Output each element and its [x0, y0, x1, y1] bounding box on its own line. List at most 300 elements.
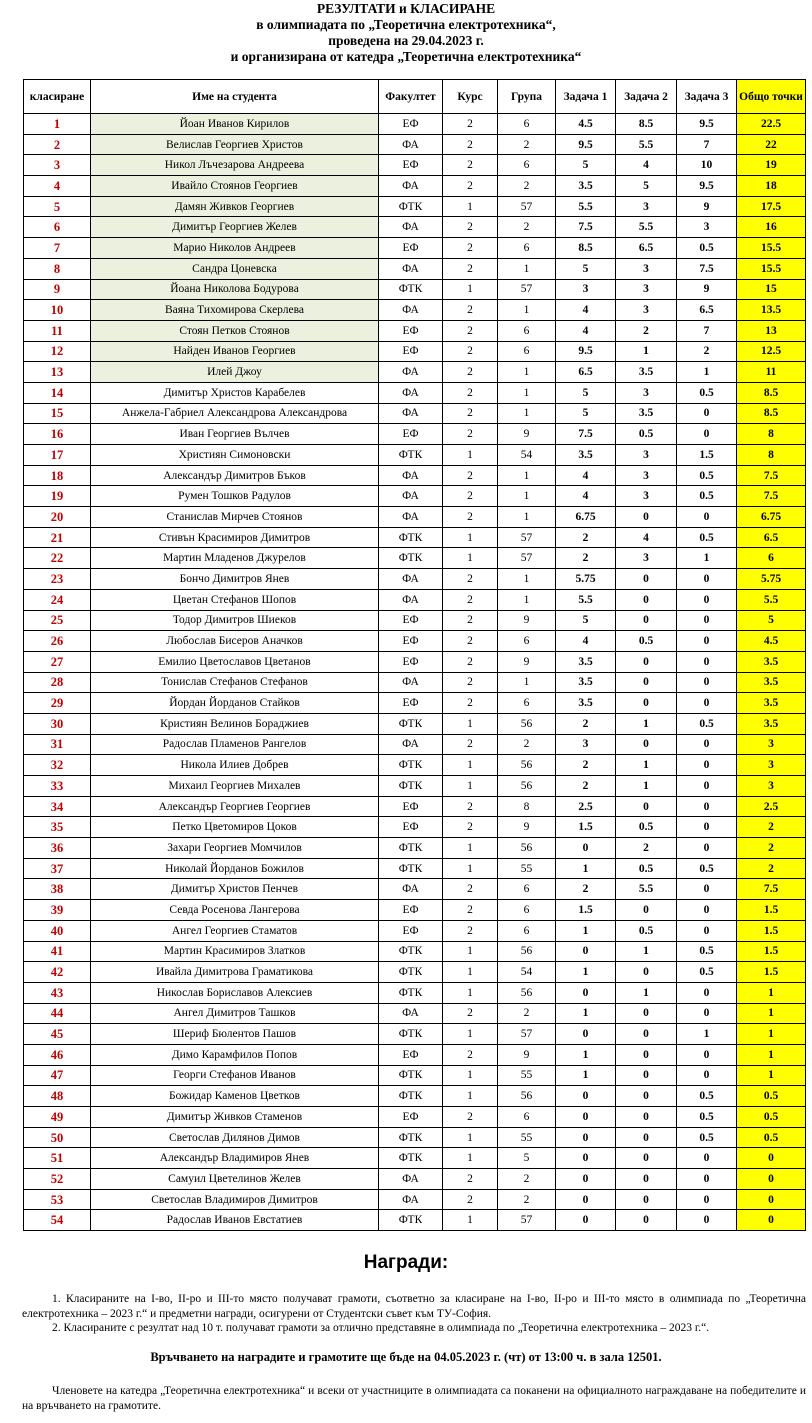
group-cell: 6 — [498, 920, 556, 941]
task3-cell: 0 — [677, 1148, 737, 1169]
name-cell: Александър Димитров Бъков — [91, 465, 379, 486]
task2-cell: 2 — [616, 320, 677, 341]
faculty-cell: ФТК — [379, 1024, 443, 1045]
task3-cell: 0.5 — [677, 1107, 737, 1128]
header-title: РЕЗУЛТАТИ и КЛАСИРАНЕ — [316, 1, 496, 16]
rank-cell: 10 — [24, 300, 91, 321]
group-cell: 5 — [498, 1148, 556, 1169]
task3-cell: 0 — [677, 1189, 737, 1210]
group-cell: 2 — [498, 134, 556, 155]
name-cell: Сандра Цоневска — [91, 258, 379, 279]
table-row — [24, 569, 806, 590]
table-row — [24, 196, 806, 217]
course-cell: 1 — [443, 982, 498, 1003]
task2-cell: 1 — [616, 713, 677, 734]
task1-cell: 1.5 — [556, 817, 616, 838]
total-cell: 6.75 — [737, 507, 806, 528]
name-cell: Никола Илиев Добрев — [91, 755, 379, 776]
course-cell: 2 — [443, 424, 498, 445]
task3-cell: 0.5 — [677, 382, 737, 403]
course-cell: 2 — [443, 589, 498, 610]
name-cell: Стивън Красимиров Димитров — [91, 527, 379, 548]
table-row — [24, 858, 806, 879]
task2-cell: 0 — [616, 1189, 677, 1210]
total-cell: 7.5 — [737, 879, 806, 900]
rank-cell: 53 — [24, 1189, 91, 1210]
task1-cell: 1 — [556, 858, 616, 879]
task3-cell: 9.5 — [677, 114, 737, 135]
rank-cell: 28 — [24, 672, 91, 693]
total-cell: 6 — [737, 548, 806, 569]
total-cell: 2 — [737, 858, 806, 879]
header-organizer: и организирана от катедра „Теоретична електротехника“ — [230, 49, 582, 64]
table-row — [24, 362, 806, 383]
rank-cell: 45 — [24, 1024, 91, 1045]
task1-cell: 3 — [556, 279, 616, 300]
table-row — [24, 1210, 806, 1231]
group-cell: 56 — [498, 838, 556, 859]
rank-cell: 9 — [24, 279, 91, 300]
course-cell: 1 — [443, 755, 498, 776]
task1-cell: 5 — [556, 610, 616, 631]
total-cell: 0 — [737, 1189, 806, 1210]
name-cell: Ивайло Стоянов Георгиев — [91, 176, 379, 197]
task1-cell: 5.75 — [556, 569, 616, 590]
total-cell: 13.5 — [737, 300, 806, 321]
task3-cell: 0 — [677, 507, 737, 528]
task1-cell: 2 — [556, 548, 616, 569]
col-faculty-header: Факултет — [379, 80, 443, 114]
total-cell: 0.5 — [737, 1086, 806, 1107]
task2-cell: 0 — [616, 1127, 677, 1148]
task2-cell: 3 — [616, 486, 677, 507]
course-cell: 2 — [443, 382, 498, 403]
task2-cell: 3 — [616, 465, 677, 486]
table-row — [24, 610, 806, 631]
name-cell: Йоана Николова Бодурова — [91, 279, 379, 300]
task1-cell: 0 — [556, 1024, 616, 1045]
table-row — [24, 382, 806, 403]
rank-cell: 24 — [24, 589, 91, 610]
rank-cell: 14 — [24, 382, 91, 403]
task3-cell: 0.5 — [677, 486, 737, 507]
rank-cell: 19 — [24, 486, 91, 507]
task3-cell: 0.5 — [677, 238, 737, 259]
rank-cell: 41 — [24, 941, 91, 962]
faculty-cell: ФА — [379, 176, 443, 197]
faculty-cell: ЕФ — [379, 817, 443, 838]
total-cell: 7.5 — [737, 465, 806, 486]
group-cell: 1 — [498, 362, 556, 383]
faculty-cell: ФА — [379, 734, 443, 755]
name-cell: Александър Владимиров Янев — [91, 1148, 379, 1169]
rank-cell: 4 — [24, 176, 91, 197]
task2-cell: 0 — [616, 1148, 677, 1169]
rank-cell: 31 — [24, 734, 91, 755]
name-cell: Ангел Георгиев Стаматов — [91, 920, 379, 941]
total-cell: 0.5 — [737, 1107, 806, 1128]
task1-cell: 3.5 — [556, 445, 616, 466]
table-row — [24, 982, 806, 1003]
group-cell: 2 — [498, 1003, 556, 1024]
task2-cell: 1 — [616, 755, 677, 776]
total-cell: 0 — [737, 1169, 806, 1190]
course-cell: 2 — [443, 651, 498, 672]
group-cell: 1 — [498, 569, 556, 590]
rank-cell: 42 — [24, 962, 91, 983]
rank-cell: 34 — [24, 796, 91, 817]
task1-cell: 1 — [556, 920, 616, 941]
course-cell: 1 — [443, 1148, 498, 1169]
rank-cell: 17 — [24, 445, 91, 466]
table-row — [24, 217, 806, 238]
task3-cell: 0 — [677, 900, 737, 921]
task1-cell: 1.5 — [556, 900, 616, 921]
name-cell: Мартин Младенов Джурелов — [91, 548, 379, 569]
task2-cell: 0 — [616, 610, 677, 631]
group-cell: 57 — [498, 196, 556, 217]
rank-cell: 32 — [24, 755, 91, 776]
faculty-cell: ФТК — [379, 1065, 443, 1086]
task1-cell: 2 — [556, 527, 616, 548]
rank-cell: 11 — [24, 320, 91, 341]
task3-cell: 0 — [677, 672, 737, 693]
group-cell: 9 — [498, 1044, 556, 1065]
task3-cell: 1.5 — [677, 445, 737, 466]
name-cell: Шериф Бюлентов Пашов — [91, 1024, 379, 1045]
faculty-cell: ЕФ — [379, 238, 443, 259]
name-cell: Мартин Красимиров Златков — [91, 941, 379, 962]
task3-cell: 9 — [677, 196, 737, 217]
col-rank-header: класиране — [24, 80, 91, 114]
task1-cell: 4 — [556, 320, 616, 341]
task3-cell: 0.5 — [677, 962, 737, 983]
total-cell: 18 — [737, 176, 806, 197]
name-cell: Тонислав Стефанов Стефанов — [91, 672, 379, 693]
task1-cell: 9.5 — [556, 341, 616, 362]
task3-cell: 0 — [677, 734, 737, 755]
faculty-cell: ФТК — [379, 713, 443, 734]
rank-cell: 18 — [24, 465, 91, 486]
task1-cell: 0 — [556, 1127, 616, 1148]
course-cell: 2 — [443, 900, 498, 921]
name-cell: Димитър Христов Пенчев — [91, 879, 379, 900]
name-cell: Димитър Георгиев Желев — [91, 217, 379, 238]
name-cell: Никол Лъчезарова Андреева — [91, 155, 379, 176]
group-cell: 56 — [498, 982, 556, 1003]
name-cell: Бончо Димитров Янев — [91, 569, 379, 590]
task1-cell: 2 — [556, 776, 616, 797]
task1-cell: 4 — [556, 465, 616, 486]
task2-cell: 3 — [616, 258, 677, 279]
rank-cell: 39 — [24, 900, 91, 921]
name-cell: Емилио Цветославов Цветанов — [91, 651, 379, 672]
task2-cell: 0 — [616, 1169, 677, 1190]
table-row — [24, 486, 806, 507]
name-cell: Светослав Владимиров Димитров — [91, 1189, 379, 1210]
faculty-cell: ФА — [379, 217, 443, 238]
name-cell: Захари Георгиев Момчилов — [91, 838, 379, 859]
task3-cell: 0 — [677, 610, 737, 631]
task2-cell: 3 — [616, 548, 677, 569]
faculty-cell: ФА — [379, 569, 443, 590]
rank-cell: 25 — [24, 610, 91, 631]
header-subtitle: в олимпиадата по „Теоретична електротехника“, — [256, 17, 556, 32]
task1-cell: 2 — [556, 879, 616, 900]
task3-cell: 0 — [677, 982, 737, 1003]
rank-cell: 20 — [24, 507, 91, 528]
task2-cell: 0 — [616, 507, 677, 528]
name-cell: Анжела-Габриел Александрова Александрова — [91, 403, 379, 424]
total-cell: 15.5 — [737, 238, 806, 259]
faculty-cell: ФА — [379, 382, 443, 403]
faculty-cell: ФА — [379, 589, 443, 610]
table-row — [24, 776, 806, 797]
col-total-header: Общо точки — [737, 80, 806, 114]
group-cell: 1 — [498, 300, 556, 321]
table-row — [24, 465, 806, 486]
faculty-cell: ЕФ — [379, 631, 443, 652]
group-cell: 6 — [498, 1107, 556, 1128]
task1-cell: 4.5 — [556, 114, 616, 135]
total-cell: 5.5 — [737, 589, 806, 610]
total-cell: 8.5 — [737, 403, 806, 424]
total-cell: 0 — [737, 1148, 806, 1169]
task2-cell: 6.5 — [616, 238, 677, 259]
faculty-cell: ЕФ — [379, 424, 443, 445]
rank-cell: 12 — [24, 341, 91, 362]
task1-cell: 1 — [556, 962, 616, 983]
table-row — [24, 548, 806, 569]
rank-cell: 50 — [24, 1127, 91, 1148]
task1-cell: 2 — [556, 713, 616, 734]
table-row — [24, 1044, 806, 1065]
table-row — [24, 258, 806, 279]
rank-cell: 43 — [24, 982, 91, 1003]
course-cell: 2 — [443, 176, 498, 197]
task1-cell: 0 — [556, 941, 616, 962]
group-cell: 6 — [498, 900, 556, 921]
task3-cell: 0 — [677, 879, 737, 900]
name-cell: Димо Карамфилов Попов — [91, 1044, 379, 1065]
task3-cell: 0 — [677, 796, 737, 817]
task2-cell: 0 — [616, 962, 677, 983]
faculty-cell: ЕФ — [379, 114, 443, 135]
group-cell: 2 — [498, 734, 556, 755]
table-row — [24, 1148, 806, 1169]
table-row — [24, 962, 806, 983]
task2-cell: 0 — [616, 651, 677, 672]
total-cell: 3.5 — [737, 713, 806, 734]
table-row — [24, 238, 806, 259]
total-cell: 1 — [737, 1024, 806, 1045]
faculty-cell: ФТК — [379, 941, 443, 962]
task3-cell: 9 — [677, 279, 737, 300]
rank-cell: 46 — [24, 1044, 91, 1065]
faculty-cell: ФТК — [379, 1127, 443, 1148]
table-row — [24, 1127, 806, 1148]
group-cell: 1 — [498, 672, 556, 693]
faculty-cell: ФА — [379, 465, 443, 486]
task1-cell: 3.5 — [556, 176, 616, 197]
course-cell: 2 — [443, 1003, 498, 1024]
task2-cell: 0 — [616, 589, 677, 610]
group-cell: 56 — [498, 713, 556, 734]
task1-cell: 5 — [556, 403, 616, 424]
total-cell: 1 — [737, 1044, 806, 1065]
faculty-cell: ФА — [379, 507, 443, 528]
group-cell: 8 — [498, 796, 556, 817]
rank-cell: 5 — [24, 196, 91, 217]
total-cell: 11 — [737, 362, 806, 383]
name-cell: Самуил Цветелинов Желев — [91, 1169, 379, 1190]
task1-cell: 3.5 — [556, 672, 616, 693]
rank-cell: 29 — [24, 693, 91, 714]
faculty-cell: ЕФ — [379, 610, 443, 631]
group-cell: 54 — [498, 962, 556, 983]
name-cell: Димитър Живков Стаменов — [91, 1107, 379, 1128]
total-cell: 22.5 — [737, 114, 806, 135]
table-row — [24, 176, 806, 197]
awards-title: Награди: — [363, 1252, 449, 1273]
task1-cell: 9.5 — [556, 134, 616, 155]
course-cell: 2 — [443, 693, 498, 714]
task3-cell: 0 — [677, 1044, 737, 1065]
table-row — [24, 589, 806, 610]
col-task1-header: Задача 1 — [556, 80, 616, 114]
rank-cell: 30 — [24, 713, 91, 734]
faculty-cell: ФА — [379, 300, 443, 321]
table-row — [24, 631, 806, 652]
task2-cell: 3 — [616, 279, 677, 300]
task1-cell: 3.5 — [556, 693, 616, 714]
rank-cell: 6 — [24, 217, 91, 238]
course-cell: 2 — [443, 672, 498, 693]
total-cell: 12.5 — [737, 341, 806, 362]
task1-cell: 0 — [556, 1210, 616, 1231]
table-row — [24, 1065, 806, 1086]
task1-cell: 1 — [556, 1065, 616, 1086]
table-row — [24, 527, 806, 548]
table-row — [24, 1169, 806, 1190]
task3-cell: 2 — [677, 341, 737, 362]
rank-cell: 16 — [24, 424, 91, 445]
task3-cell: 7 — [677, 320, 737, 341]
course-cell: 1 — [443, 1210, 498, 1231]
task3-cell: 0 — [677, 817, 737, 838]
task2-cell: 0 — [616, 569, 677, 590]
task3-cell: 10 — [677, 155, 737, 176]
name-cell: Севда Росенова Лангерова — [91, 900, 379, 921]
col-group-header: Група — [498, 80, 556, 114]
group-cell: 6 — [498, 238, 556, 259]
course-cell: 2 — [443, 1169, 498, 1190]
name-cell: Петко Цветомиров Цоков — [91, 817, 379, 838]
results-body — [24, 114, 806, 1231]
course-cell: 1 — [443, 776, 498, 797]
task1-cell: 0 — [556, 1148, 616, 1169]
task3-cell: 3 — [677, 217, 737, 238]
rank-cell: 54 — [24, 1210, 91, 1231]
table-row — [24, 341, 806, 362]
total-cell: 15.5 — [737, 258, 806, 279]
group-cell: 1 — [498, 382, 556, 403]
total-cell: 8.5 — [737, 382, 806, 403]
task2-cell: 1 — [616, 341, 677, 362]
name-cell: Кристиян Велинов Бораджиев — [91, 713, 379, 734]
faculty-cell: ФА — [379, 1189, 443, 1210]
total-cell: 1.5 — [737, 920, 806, 941]
task2-cell: 0.5 — [616, 631, 677, 652]
task1-cell: 5.5 — [556, 589, 616, 610]
course-cell: 1 — [443, 196, 498, 217]
faculty-cell: ФТК — [379, 279, 443, 300]
rank-cell: 23 — [24, 569, 91, 590]
task2-cell: 8.5 — [616, 114, 677, 135]
course-cell: 1 — [443, 548, 498, 569]
course-cell: 1 — [443, 527, 498, 548]
group-cell: 6 — [498, 693, 556, 714]
task2-cell: 1 — [616, 982, 677, 1003]
course-cell: 1 — [443, 1127, 498, 1148]
faculty-cell: ФА — [379, 134, 443, 155]
total-cell: 19 — [737, 155, 806, 176]
task1-cell: 0 — [556, 1107, 616, 1128]
rank-cell: 44 — [24, 1003, 91, 1024]
task3-cell: 0 — [677, 631, 737, 652]
course-cell: 1 — [443, 1086, 498, 1107]
task2-cell: 0 — [616, 1065, 677, 1086]
results-header — [0, 0, 812, 65]
total-cell: 0 — [737, 1210, 806, 1231]
group-cell: 1 — [498, 486, 556, 507]
course-cell: 2 — [443, 403, 498, 424]
task3-cell: 0 — [677, 1065, 737, 1086]
total-cell: 0.5 — [737, 1127, 806, 1148]
table-header-row — [24, 80, 806, 114]
table-row — [24, 1086, 806, 1107]
table-row — [24, 879, 806, 900]
task3-cell: 7 — [677, 134, 737, 155]
group-cell: 9 — [498, 610, 556, 631]
ceremony-announcement: Връчването на наградите и грамотите ще бъде на 04.05.2023 г. (чт) от 13:00 ч. в зала 12501. — [150, 1350, 662, 1364]
name-cell: Дамян Живков Георгиев — [91, 196, 379, 217]
name-cell: Димитър Христов Карабелев — [91, 382, 379, 403]
group-cell: 57 — [498, 1024, 556, 1045]
table-row — [24, 920, 806, 941]
course-cell: 2 — [443, 134, 498, 155]
group-cell: 54 — [498, 445, 556, 466]
table-row — [24, 672, 806, 693]
name-cell: Иван Георгиев Вълчев — [91, 424, 379, 445]
total-cell: 1.5 — [737, 941, 806, 962]
rank-cell: 49 — [24, 1107, 91, 1128]
name-cell: Цветан Стефанов Шопов — [91, 589, 379, 610]
task2-cell: 4 — [616, 527, 677, 548]
total-cell: 16 — [737, 217, 806, 238]
group-cell: 6 — [498, 155, 556, 176]
task3-cell: 0.5 — [677, 527, 737, 548]
task2-cell: 0 — [616, 1210, 677, 1231]
rank-cell: 47 — [24, 1065, 91, 1086]
rank-cell: 33 — [24, 776, 91, 797]
name-cell: Румен Тошков Радулов — [91, 486, 379, 507]
total-cell: 22 — [737, 134, 806, 155]
name-cell: Радослав Иванов Евстатиев — [91, 1210, 379, 1231]
closing-invitation: Членовете на катедра „Теоретична електротехника“ и всеки от участниците в олимпиадата са поканени на официалното награждаване на победителите и на връчването на грамотите. — [22, 1385, 806, 1412]
task3-cell: 0 — [677, 403, 737, 424]
total-cell: 2 — [737, 838, 806, 859]
